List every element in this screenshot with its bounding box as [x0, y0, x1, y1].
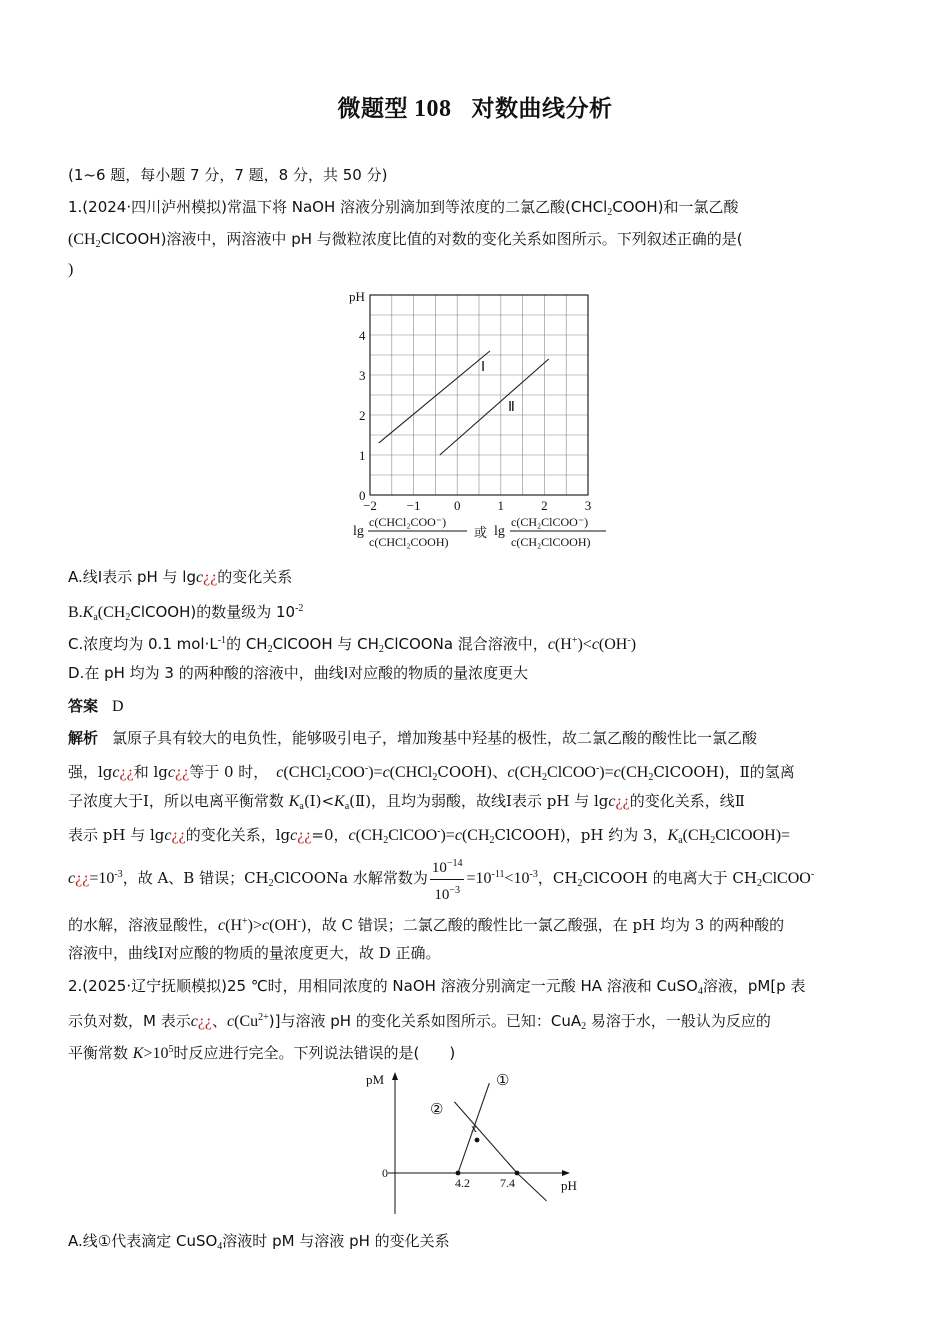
analysis-c: c	[454, 827, 462, 844]
q1-option-b-4: ClCOOH)的数量级为 10	[130, 603, 296, 621]
analysis-4g: (CH	[461, 827, 490, 844]
q1-xlabel-prefix-2: lg	[494, 524, 505, 539]
analysis-sub: 2	[710, 835, 716, 846]
analysis-glyph: ¿¿	[615, 793, 630, 810]
q2-line-1-label: ①	[496, 1073, 510, 1089]
q2-ylabel: pM	[366, 1072, 385, 1087]
q2-stem-3e: 时反应进行完全。下列说法错误的是( )	[173, 1044, 456, 1062]
q1-option-c-3: 2	[267, 644, 273, 655]
analysis-5d: ClCOONa 水解常数为	[273, 869, 428, 887]
q1-x-tick-label: 2	[541, 498, 548, 513]
analysis-2a: 强，lg	[68, 763, 113, 781]
q1-x-tick-label: −1	[406, 498, 421, 513]
analysis-K: K	[667, 827, 679, 844]
answer-value: D	[112, 698, 124, 715]
q1-graph-lines	[379, 351, 549, 455]
q1-analysis-line-5	[68, 852, 883, 902]
q1-option-c-4: ClCOOH 与 CH	[272, 635, 379, 653]
analysis-5h: -3	[529, 869, 538, 880]
analysis-sup: -	[595, 763, 600, 774]
q1-line-1-label: Ⅰ	[481, 360, 486, 375]
analysis-4j: ClCOOH)=	[715, 827, 791, 844]
q2-stem-2j: 易溶于水，一般认为反应的	[586, 1012, 771, 1030]
analysis-label: 解析	[68, 729, 99, 747]
q2-point-7-4	[515, 1171, 520, 1176]
analysis-2b: 和 lg	[133, 763, 168, 781]
q1-graph	[340, 285, 620, 555]
q2-stem-line-2	[68, 1008, 883, 1037]
analysis-5j: ClCOOH 的电离大于 CH	[582, 869, 757, 887]
q2-option-a-1: A.线①代表滴定 CuSO	[68, 1232, 218, 1250]
analysis-2m: ClCOOH)，Ⅱ的氢离	[653, 763, 795, 781]
q1-x-tick-label: 0	[453, 498, 461, 513]
title-label: 微题型	[337, 96, 408, 122]
q1-option-b-2: (CH	[97, 604, 126, 621]
analysis-c: c	[218, 917, 226, 934]
analysis-c: c	[348, 827, 356, 844]
analysis-5b: -3	[114, 869, 123, 880]
q2-point-label: x	[471, 1121, 477, 1135]
q1-option-c-c1: c	[547, 636, 555, 653]
q1-stem-1: 1.(2024·四川泸州模拟)常温下将 NaOH 溶液分别滴加到等浓度的二氯乙酸(CHCl	[68, 198, 608, 216]
analysis-2c: 等于 0 时，	[189, 763, 269, 781]
q2-stem-2b: c	[190, 1013, 198, 1030]
q2-stem-line-1	[68, 976, 883, 1002]
analysis-3b: (Ⅰ)<	[303, 792, 335, 810]
q1-option-c-12: )	[630, 636, 637, 653]
q1-y-tick-label: 3	[359, 368, 366, 383]
analysis-sup: -	[437, 826, 441, 837]
analysis-sub: 2	[489, 835, 495, 846]
analysis-4e: ClCOO	[388, 827, 438, 844]
q1-stem-2a: (CH	[68, 231, 96, 248]
q1-option-c-8: +	[571, 635, 578, 646]
analysis-c: c	[276, 764, 284, 781]
analysis-5a: =10	[89, 870, 115, 887]
q1-option-c-1: C.浓度均为 0.1 mol·L	[68, 635, 218, 653]
analysis-a: a	[299, 801, 304, 812]
analysis-2e: COO	[331, 764, 365, 781]
q1-y-tick-label: 2	[359, 408, 366, 423]
analysis-6b: (H	[225, 917, 243, 934]
analysis-K: K	[288, 793, 300, 810]
analysis-K: K	[334, 793, 345, 810]
analysis-c: c	[613, 764, 621, 781]
q1-stem-line-2	[68, 229, 883, 255]
q2-stem-line-3	[68, 1040, 883, 1064]
q1-option-b-a: a	[93, 612, 98, 623]
analysis-c: c	[167, 764, 175, 781]
q1-option-b-letter: B.	[68, 604, 83, 621]
q1-analysis-line-3	[68, 791, 883, 817]
answer-label: 答案	[68, 697, 99, 715]
q1-stem-1c: COOH)和一氯乙酸	[612, 198, 739, 216]
q2-xlabel: pH	[561, 1178, 577, 1193]
q2-point-4-2	[456, 1171, 461, 1176]
q1-option-a-text2: 的变化关系	[217, 568, 293, 586]
q1-stem-2b: 2	[95, 239, 101, 250]
q2-graph	[360, 1068, 590, 1218]
analysis-c: c	[262, 917, 270, 934]
analysis-4c: =0，	[311, 826, 349, 844]
analysis-glyph: ¿¿	[171, 827, 186, 844]
q1-line-2-label: Ⅱ	[508, 400, 515, 415]
analysis-4b: 的变化关系，lg	[185, 826, 291, 844]
analysis-5g: <10	[504, 870, 530, 887]
analysis-6f: -	[297, 916, 301, 927]
analysis-7: 溶液中，曲线Ⅰ对应酸的物质的量浓度更大，故 D 正确。	[68, 944, 441, 962]
q2-stem-glyph: ¿¿	[197, 1013, 213, 1030]
analysis-c: c	[507, 764, 515, 781]
analysis-6e: (OH	[269, 917, 298, 934]
q2-x-arrow	[562, 1170, 570, 1176]
q1-option-c-10: (OH	[598, 636, 628, 653]
fraction-numerator	[430, 853, 465, 880]
analysis-6d: )>	[247, 917, 263, 934]
analysis-sub: 2	[577, 878, 583, 889]
q2-graph-axes	[388, 1072, 570, 1214]
analysis-4a: 表示 pH 与 lg	[68, 826, 165, 844]
analysis-4h: ClCOOH)，pH 约为 3，	[494, 826, 668, 844]
q1-xlabel-den-2: c(CH₂ClCOOH)	[511, 535, 591, 549]
analysis-c: c	[608, 793, 616, 810]
q1-option-c-7: (H	[554, 636, 572, 653]
q1-option-a-glyph: ¿¿	[203, 569, 218, 586]
q1-xlabel-num-1: c(CHCl₂COO⁻)	[369, 515, 447, 529]
q1-y-tick-label: 0	[359, 488, 366, 503]
q1-option-b[interactable]	[68, 599, 883, 628]
q1-stem-3: )	[68, 261, 74, 278]
analysis-2l: (CH	[620, 764, 649, 781]
q2-stem-3c: >10	[143, 1045, 169, 1062]
q2-point-x	[475, 1138, 480, 1143]
analysis-2h: COOH)、	[437, 763, 508, 781]
q1-xlabel-den-1: c(CHCl₂COOH)	[369, 535, 449, 549]
analysis-3c: (Ⅱ)，且均为弱酸，故线Ⅰ表示 pH 与 lg	[349, 792, 609, 810]
analysis-sub: 2	[383, 835, 389, 846]
page-title	[0, 90, 950, 123]
q1-x-tick-label: 1	[497, 498, 505, 513]
analysis-glyph: ¿¿	[297, 827, 312, 844]
q2-stem-2h: )]与溶液 pH 的变化关系如图所示。已知：CuA	[268, 1012, 582, 1030]
q1-option-a[interactable]	[68, 567, 883, 588]
q1-analysis-line-2	[68, 759, 883, 788]
analysis-2j: ClCOO	[547, 764, 596, 781]
q2-tick-1: 4.2	[455, 1176, 470, 1190]
frac-num-exp: −14	[446, 857, 463, 869]
q1-xlabel-or: 或	[474, 526, 488, 541]
analysis-glyph: ¿¿	[75, 870, 90, 887]
q1-option-c-c2: c	[591, 636, 599, 653]
q2-stem-3d: 5	[168, 1044, 174, 1055]
q1-option-c-9: )<	[577, 636, 592, 653]
q1-analysis-line-7	[68, 943, 883, 964]
q1-option-a-c: c	[195, 569, 204, 586]
q1-xlabel-num-2: c(CH₂ClCOO⁻)	[511, 515, 589, 529]
title-text: 对数曲线分析	[471, 96, 613, 122]
analysis-sub: 2	[268, 878, 274, 889]
q1-option-c-5: 2	[378, 644, 384, 655]
q1-answer	[68, 696, 883, 717]
analysis-5i: ，CH	[537, 869, 578, 887]
q1-option-b-3: 2	[125, 612, 131, 623]
q1-series-line-2	[440, 359, 549, 455]
analysis-2d: (CHCl	[283, 764, 327, 781]
analysis-2f: )=	[368, 764, 383, 781]
q1-option-c-exp: -1	[217, 635, 227, 646]
analysis-6c: +	[242, 916, 248, 927]
q1-x-tick-label: −2	[363, 498, 377, 513]
q2-stem-1a: 2.(2025·辽宁抚顺模拟)25 ℃时，用相同浓度的 NaOH 溶液分别滴定一元酸 HA 溶液和 CuSO	[68, 977, 698, 995]
analysis-3d: 的变化关系，线Ⅱ	[629, 792, 745, 810]
analysis-5k: ClCOO	[761, 870, 811, 887]
q1-stem-sub: 2	[607, 207, 613, 218]
q2-option-a[interactable]	[68, 1231, 883, 1257]
analysis-2g: (CHCl	[389, 764, 433, 781]
q1-option-a-text: A.线Ⅰ表示 pH 与 lg	[68, 568, 196, 586]
q2-origin-label: 0	[382, 1166, 388, 1180]
q1-y-tick-label: 1	[359, 448, 366, 463]
q2-stem-3b: K	[132, 1045, 144, 1062]
q1-x-tick-label: 3	[584, 498, 592, 513]
analysis-5f: -11	[491, 869, 505, 880]
q2-tick-2: 7.4	[500, 1176, 515, 1190]
q2-stem-2f: (Cu	[234, 1013, 259, 1030]
analysis-c: c	[68, 870, 76, 887]
q1-option-c-6: ClCOONa 混合溶液中，	[383, 635, 548, 653]
q1-y-tick-label: 4	[359, 328, 366, 343]
q1-graph-ylabel: pH	[349, 289, 365, 304]
analysis-sub: 2	[648, 772, 654, 783]
q2-stem-2d: 、	[212, 1012, 228, 1030]
analysis-c: c	[290, 827, 298, 844]
analysis-4d: (CH	[355, 827, 384, 844]
analysis-6a: 的水解，溶液显酸性，	[68, 916, 219, 934]
q1-option-c-2: 的 CH	[226, 635, 268, 653]
score-intro-text: (1~6 题，每小题 7 分，7 题，8 分，共 50 分)	[68, 166, 388, 184]
q2-stem-2e: c	[227, 1013, 235, 1030]
q1-option-c-11: -	[627, 635, 631, 646]
analysis-glyph: ¿¿	[175, 764, 190, 781]
q1-option-d-text: D.在 pH 均为 3 的两种酸的溶液中，曲线Ⅰ对应酸的物质的量浓度更大	[68, 664, 529, 682]
q2-line-2-label: ②	[430, 1102, 444, 1118]
analysis-2k: )=	[599, 764, 614, 781]
q1-xlabel-prefix: lg	[353, 524, 364, 539]
analysis-1: 氯原子具有较大的电负性，能够吸引电子，增加羧基中羟基的极性，故二氯乙酸的酸性比一氯乙酸	[112, 729, 758, 747]
q1-stem-2c: ClCOOH)溶液中，两溶液中 pH 与微粒浓度比值的对数的变化关系如图所示。下列叙述正确的是(	[100, 230, 743, 248]
analysis-sup: -	[364, 763, 369, 774]
q2-option-a-2: 4	[217, 1241, 223, 1252]
analysis-5e: =10	[466, 870, 492, 887]
fraction-denominator	[430, 880, 465, 906]
analysis-6g: )，故 C 错误；二氯乙酸的酸性比一氯乙酸强，在 pH 均为 3 的两种酸的	[300, 916, 785, 934]
analysis-c: c	[112, 764, 120, 781]
q1-analysis-line-1	[68, 728, 883, 749]
analysis-c: c	[382, 764, 390, 781]
q1-option-b-exp: -2	[295, 603, 304, 614]
analysis-sub: 2	[326, 772, 332, 783]
q2-stem-1c: 溶液，pM[p 表	[702, 977, 806, 995]
q2-y-arrow	[392, 1072, 398, 1080]
q2-option-a-3: 溶液时 pM 与溶液 pH 的变化关系	[222, 1232, 450, 1250]
title-number: 108	[414, 96, 452, 122]
q1-option-c[interactable]	[68, 631, 883, 660]
frac-num: 10	[431, 859, 447, 876]
q2-stem-2g: 2+	[258, 1012, 269, 1023]
hydrolysis-fraction	[430, 853, 465, 906]
q1-analysis-line-6	[68, 912, 883, 936]
analysis-sub: 2	[542, 772, 548, 783]
analysis-c: c	[164, 827, 172, 844]
q2-stem-1b: 4	[697, 986, 703, 997]
q2-stem-3a: 平衡常数	[68, 1044, 133, 1062]
q1-analysis-line-4	[68, 822, 883, 851]
analysis-5c: ，故 A、B 错误；CH	[122, 869, 269, 887]
q1-stem-line-1	[68, 197, 883, 223]
frac-den-exp: −3	[449, 884, 460, 896]
analysis-sub: 2	[756, 878, 762, 889]
analysis-4i: (CH	[682, 827, 711, 844]
analysis-4f: )=	[440, 827, 455, 844]
analysis-2i: (CH	[514, 764, 543, 781]
q1-graph-grid	[370, 295, 588, 495]
q2-stem-2a: 示负对数，M 表示	[68, 1012, 191, 1030]
analysis-glyph: ¿¿	[119, 764, 134, 781]
analysis-a: a	[344, 801, 350, 812]
analysis-5l: -	[810, 869, 815, 880]
analysis-sub: 2	[432, 772, 438, 783]
q2-stem-2i: 2	[581, 1021, 587, 1032]
analysis-3a: 子浓度大于Ⅰ，所以电离平衡常数	[68, 792, 289, 810]
score-intro	[68, 165, 883, 186]
q1-series-line-1	[379, 351, 490, 443]
q1-option-d[interactable]	[68, 663, 883, 684]
q1-stem-line-3	[68, 260, 883, 280]
q1-option-b-K: K	[82, 604, 94, 621]
q1-graph-ticks	[359, 328, 591, 513]
analysis-a: a	[678, 835, 683, 846]
frac-den: 10	[434, 886, 450, 903]
